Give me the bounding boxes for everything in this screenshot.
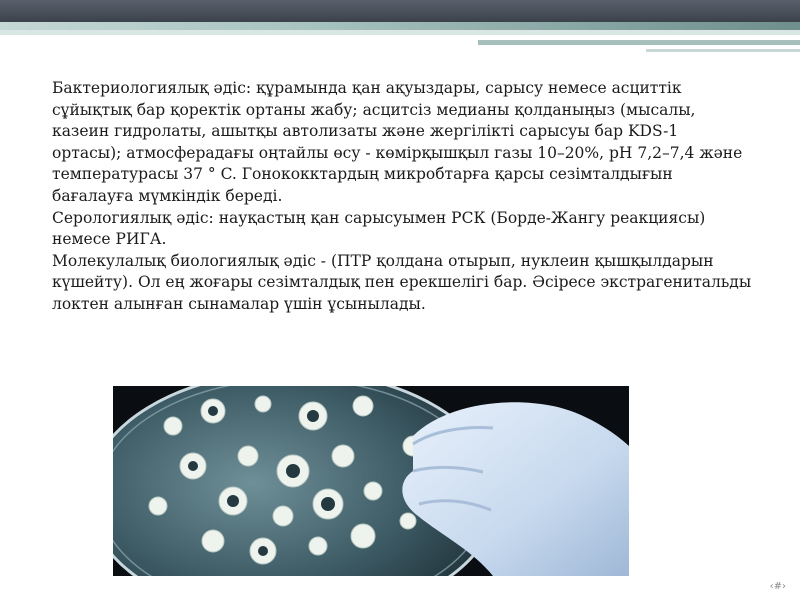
paragraph-molecular-method: Молекулалық биологиялық әдіс - (ПТР қолдана отырып, нуклеин қышқылдарын күшейту). Ол ең жоғары сезімталдық пен ерекшелігі бар. Әсіресе экстрагенитальды локтен алынған сынамалар үшін ұсынылады. [52, 251, 752, 313]
header-accent-bar-small [646, 49, 800, 52]
header-accent-stripe-light [0, 30, 800, 35]
header-band [0, 0, 800, 22]
petri-dish-photo [113, 386, 629, 576]
page-number: ‹#› [769, 581, 786, 592]
slide-body-text [52, 78, 752, 316]
petri-dish-illustration [113, 386, 629, 576]
header-accent-bar [478, 40, 800, 45]
paragraph-bacteriological-method: Бактериологиялық әдіс: құрамында қан ақуыздары, сарысу немесе асциттік сұйықтық бар қоректік ортаны жабу; асцитсіз медианы қолданыңыз (мысалы, казеин гидролаты, ашытқы автолизаты және жергілікті сарысуы бар KDS-1 ортасы); атмосферадағы оңтайлы өсу - көмірқышқыл газы 10–20%, pH 7,2–7,4 және температурасы 37 ° C. Гонококктардың микробтарға қарсы сезімталдығын бағалауға мүмкіндік береді. [52, 79, 743, 205]
paragraph-serological-method: Серологиялық әдіс: науқастың қан сарысуымен РСК (Борде-Жангу реакциясы) немесе РИГА. [52, 208, 706, 249]
header-accent-stripe [0, 22, 800, 30]
